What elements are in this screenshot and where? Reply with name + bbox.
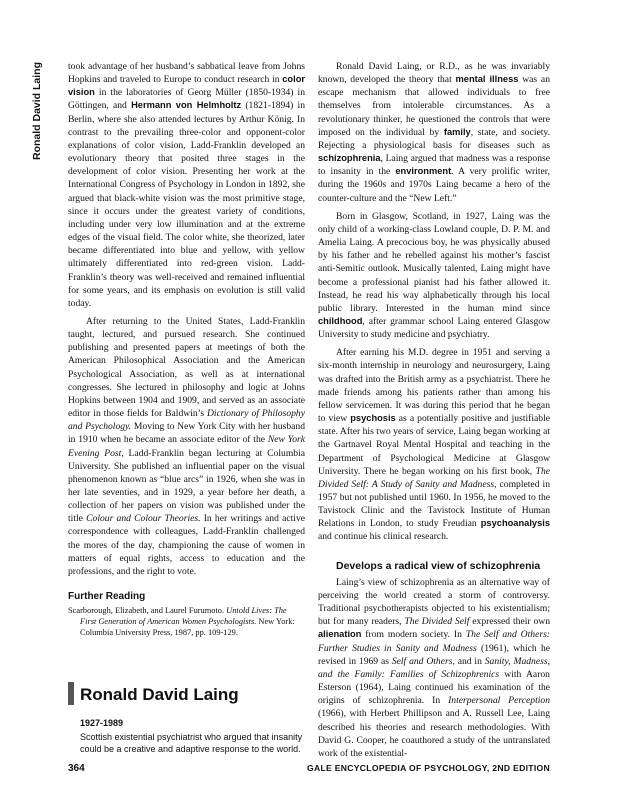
text-run: After returning to the United States, Ladd-Franklin taught, lectured, and pursued research. She continued publishing and presented papers at meetings of both the American Philosophical Association and the American Psychological Association, as well as at international congresses. She lectured in philosophy and logic at Johns Hopkins between 1904 and 1909, and served as an associate editor in those fields for Baldwin’s xyxy=(68,315,305,420)
text-run: , state, and society. Rejecting a physiological basis for diseases such as xyxy=(318,126,551,151)
italic-title: Sanity, Madness, and the Family: Families of Schizophrenics xyxy=(318,655,550,680)
text-run: , Laing argued that madness was a response to insanity in the xyxy=(318,153,550,178)
page-number: 364 xyxy=(68,763,85,774)
bold-term: psychoanalysis xyxy=(480,518,550,529)
italic-title: The Divided Self: A Study of Sanity and Madness xyxy=(318,465,550,490)
text-run: , completed in 1957 but not published until 1960. In 1956, he moved to the Tavistock Clinic and the Tavistock Institute of Human Relations in London, to study Freudian xyxy=(318,478,550,530)
text-run: Born in Glasgow, Scotland, in 1927, Laing was the only child of a working-class Lowland couple, D. P. M. and Amelia Laing. A precocious boy, he was physically abused by his father and he rebelled against his mother’s fascist anti-Semitic outlook. Musically talented, Laing might have become a professional pianist had his father allowed it. Instead, he read his way alphabetically through his local public library. Interested in the human mind since xyxy=(318,210,550,314)
italic-title: Interpersonal Perception xyxy=(448,695,550,707)
text-run: . A very prolific writer, during the 1960s and 1970s Laing became a hero of the counter-culture and the “New Left.” xyxy=(318,166,550,204)
italic-title: Untold Lives: The First Generation of American Women Psychologists. xyxy=(80,606,287,627)
bold-term: childhood xyxy=(318,315,363,326)
entry-title: Ronald David Laing xyxy=(80,685,239,705)
paragraph xyxy=(318,346,550,543)
italic-title: Colour and Colour Theories. xyxy=(86,513,201,525)
right-column xyxy=(318,60,550,760)
paragraph xyxy=(68,60,305,310)
text-run: After earning his M.D. degree in 1951 and serving a six-month internship in neurology and neurosurgery, Laing was drafted into the British army as a psychiatrist. There he made friends among his patients rather than among his fellow servicemen. It was during this period that he began to view xyxy=(318,347,550,425)
text-run: and continue his clinical research. xyxy=(318,531,449,543)
biography-entry-header xyxy=(68,682,305,705)
bold-term: family xyxy=(443,126,471,137)
running-head xyxy=(27,62,47,172)
italic-title: New York Evening Post xyxy=(68,434,305,459)
text-run: New York: Columbia University Press, 1987, pp. 109-129. xyxy=(80,617,295,638)
text-run: Laing’s view of schizophrenia as an alternative way of perceiving the world created a storm of controversy. Traditional psychotherapists objected to his existentialism; but for many readers, xyxy=(318,576,550,628)
text-run: (1966), with Herbert Phillipson and A. Russell Lee, Laing described his theories and research methodologies. With David G. Cooper, he coauthored a study of the untranslated work of the existential- xyxy=(318,708,550,759)
left-column xyxy=(68,60,305,755)
publication-title: GALE ENCYCLOPEDIA OF PSYCHOLOGY, 2ND EDITION xyxy=(306,763,550,773)
italic-title: The Divided Self xyxy=(404,616,470,628)
bold-term: mental illness xyxy=(455,74,519,85)
text-run: (1821-1894) in Berlin, where she also attended lectures by Arthur König. In contrast to the prevailing three-color and opponent-color explanations of color vision, Ladd-Franklin developed an evolutionary theory that posited three stages in the development of color vision. Presenting her work at the International Congress of Psychology in London in 1892, she argued that black-white vision was the most primitive stage, since it occurs under the greatest variety of conditions, including under very low illumination and at the extreme edges of the visual field. The color white, she theorized, later became differentiated into blue and yellow, with yellow ultimately differentiated into red-green vision. Ladd-Franklin’s theory was well-received and remained influential for some years, and its emphasis on evolution is still valid today. xyxy=(68,100,306,309)
text-run: in the laboratories of Georg Müller (1850-1934) in Göttingen, and xyxy=(68,87,305,112)
text-run: was an escape mechanism that allowed individuals to free themselves from intolerable circumstances. As a revolutionary thinker, he questioned the controls that were imposed on the individual by xyxy=(318,74,550,138)
text-run: as a potentially positive and justifiable state. After his two years of service, Laing began working at the Gartnavel Royal Mental Hospital and teaching in the Department of Psychological Medicine at Glasgow University. There he began working on his first book, xyxy=(318,413,550,477)
italic-title: The Self and Others: Further Studies in Sanity and Madness xyxy=(318,629,550,654)
bold-term: alienation xyxy=(318,629,362,640)
bold-term: psychosis xyxy=(350,413,396,424)
bold-term: color vision xyxy=(68,74,305,98)
text-run: In her writings and active correspondence with colleagues, Ladd-Franklin challenged the mores of the day, championing the cause of women in matters of equal rights, access to education and the professions, and the right to vote. xyxy=(68,513,305,577)
italic-title: Self and Others xyxy=(391,655,453,667)
bold-term: environment xyxy=(395,166,452,177)
text-run: , after grammar school Laing entered Glasgow University to study medicine and psychiatry. xyxy=(318,315,550,341)
reference-entry xyxy=(68,605,305,638)
bold-term: Hermann von Helmholtz xyxy=(131,100,242,111)
text-run: (1961), which he revised in 1969 as xyxy=(318,642,550,667)
paragraph xyxy=(68,315,305,578)
text-run: Ronald David Laing, or R.D., as he was invariably known, developed the theory that xyxy=(318,61,550,86)
text-run: Moving to New York City with her husband in 1910 when he became an associate editor of the xyxy=(68,421,305,446)
paragraph xyxy=(318,60,550,205)
text-run: , Ladd-Franklin began lecturing at Columbia University. She published an influential paper on the visual phenomenon known as “blue arcs” in 1926, when she was in her late seventies, and in 1929, a year before her death, a collection of her papers on vision was published under the title xyxy=(68,447,305,525)
bold-term: schizophrenia xyxy=(318,153,381,164)
text-run: expressed their own xyxy=(469,616,550,628)
entry-dates: 1927-1989 xyxy=(80,718,124,729)
text-run: , and in xyxy=(452,655,485,667)
text-run: took advantage of her husband’s sabbatical leave from Johns Hopkins and traveled to Europe to conduct research in xyxy=(68,61,305,86)
paragraph xyxy=(318,576,550,760)
paragraph xyxy=(318,210,550,342)
text-run: Scarborough, Elizabeth, and Laurel Furumoto. xyxy=(68,606,227,616)
section-subheading: Develops a radical view of schizophrenia xyxy=(336,559,541,572)
running-head-text: Ronald David Laing xyxy=(31,62,43,161)
further-reading-heading: Further Reading xyxy=(68,591,146,603)
italic-title: Dictionary of Philosophy and Psychology. xyxy=(68,408,305,433)
text-run: with Aaron Esterson (1964), Laing continued his examination of the origins of schizophrenia. In xyxy=(318,668,550,707)
text-run: from modern society. In xyxy=(361,629,466,641)
entry-description: Scottish existential psychiatrist who argued that insanity could be a creative and adaptive response to the world. xyxy=(80,732,303,755)
